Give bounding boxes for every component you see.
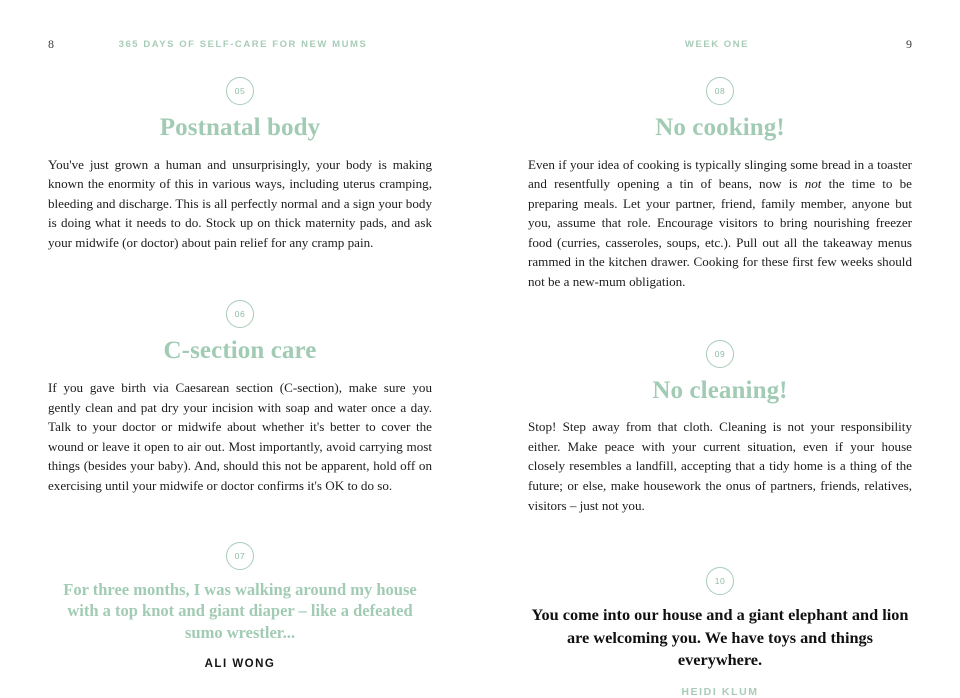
entry-title: Postnatal body xyxy=(159,114,321,141)
entry-no-cooking xyxy=(528,77,912,292)
right-running-header xyxy=(528,33,912,55)
entry-body: If you gave birth via Caesarean section (C-section), make sure you gently clean and pat dry your incision with soap and water once a day. Talk to your doctor or midwife about whether it's better to cover the wound or leave it open to air out. Most importantly, avoid carrying most things (besides your baby). And, should this not be apparent, hold off on exercising until your midwife or doctor confirms it's OK to do so. xyxy=(48,379,432,493)
entry-number-badge: 09 xyxy=(706,340,734,368)
entry-number-badge: 08 xyxy=(706,77,734,105)
quote-block-heidi-klum xyxy=(528,567,912,698)
quote-attribution: ALI WONG xyxy=(204,658,276,671)
entry-body-part1: Even if your idea of cooking is typically slinging some bread in a toaster and resentfully opening a tin of beans, now is xyxy=(528,156,912,192)
spacer xyxy=(528,515,912,545)
entry-title: No cooking! xyxy=(655,114,785,141)
entry-number-badge-wrap xyxy=(528,77,912,105)
entry-number-badge-wrap xyxy=(528,340,912,368)
spacer xyxy=(48,496,432,520)
entry-number-badge-wrap xyxy=(48,77,432,105)
left-page xyxy=(0,0,480,672)
entry-title: C-section care xyxy=(163,337,317,365)
left-page-number: 8 xyxy=(48,36,54,51)
entry-title: No cleaning! xyxy=(652,376,788,404)
spacer xyxy=(48,252,432,278)
quote-block-ali-wong xyxy=(48,542,432,671)
entry-number-badge: 07 xyxy=(226,542,254,570)
entry-number-badge-wrap xyxy=(528,567,912,595)
right-page xyxy=(480,0,960,698)
entry-number-badge: 06 xyxy=(226,300,254,328)
entry-number-badge-wrap xyxy=(48,300,432,328)
entry-body: You've just grown a human and unsurprisingly, your body is making known the enormity of this in various ways, including uterus cramping, bleeding and discharge. This is all perfectly normal and a sign your body is doing what it needs to do. Stock up on thick maternity pads, and ask your midwife (or doctor) about pain relief for any cramp pain. xyxy=(48,156,432,250)
entry-body: Stop! Step away from that cloth. Cleaning is not your responsibility either. Make peace with your current situation, even if your house closely resembles a landfill, accepting that a tidy home is a thing of the future; or else, make housework the onus of partners, friends, relatives, visitors – just not you. xyxy=(528,419,912,513)
entry-body xyxy=(528,155,912,292)
entry-number-badge-wrap xyxy=(48,542,432,570)
entry-no-cleaning xyxy=(528,340,912,515)
quote-text: You come into our house and a giant elephant and lion are welcoming you. We have toys and things everywhere. xyxy=(531,605,909,670)
entry-postnatal-body xyxy=(48,77,432,252)
entry-body-emphasis: not xyxy=(804,176,822,192)
quote-attribution: HEIDI KLUM xyxy=(681,685,759,698)
entry-body-part2: the time to be preparing meals. Let your partner, friend, family member, anyone but you, assume that role. Encourage visitors to bring nourishing freezer food (curries, casseroles, soups, etc.). Pull out all the takeaway menus rammed in the kitchen drawer. Cooking for these first few weeks should not be a new-mum obligation. xyxy=(528,176,912,290)
right-page-number: 9 xyxy=(906,36,912,51)
left-running-header xyxy=(48,33,432,55)
spacer xyxy=(528,292,912,318)
section-title-running-head: WEEK ONE xyxy=(684,38,750,50)
entry-c-section-care xyxy=(48,300,432,495)
entry-number-badge: 10 xyxy=(706,567,734,595)
book-title-running-head: 365 DAYS OF SELF-CARE FOR NEW MUMS xyxy=(118,38,368,50)
quote-text: For three months, I was walking around my house with a top knot and giant diaper – like a defeated sumo wrestler... xyxy=(63,579,417,642)
entry-number-badge: 05 xyxy=(226,77,254,105)
